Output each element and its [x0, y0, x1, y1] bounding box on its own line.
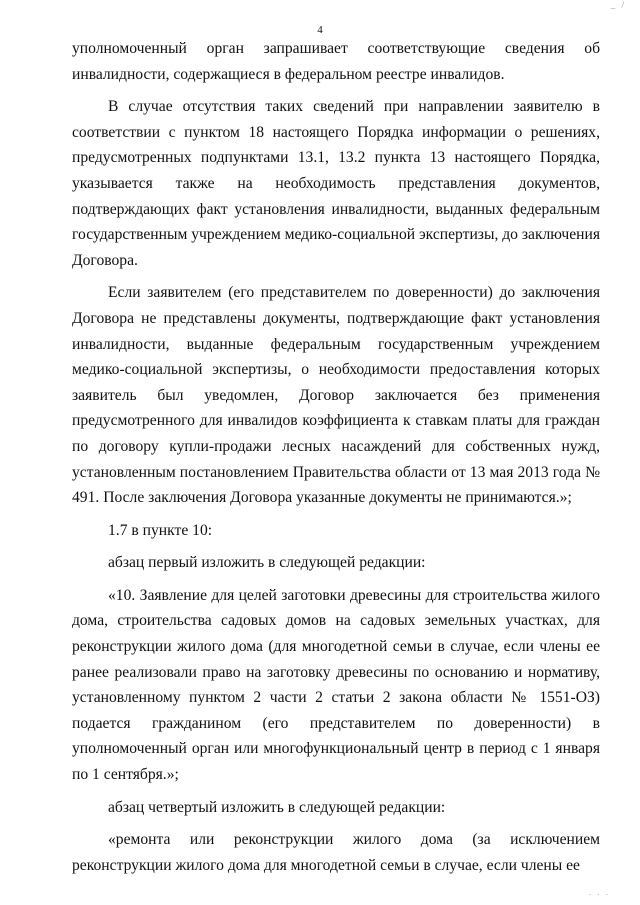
paragraph-repair-clause: «ремонта или реконструкции жилого дома (за исключением реконструкции жилого дома для многодетной семьи в случае, если члены ее	[72, 831, 600, 874]
paragraph-item-1-7: 1.7 в пункте 10:	[108, 521, 213, 539]
corner-mark: _ /	[610, 0, 626, 10]
paragraph-continuation: уполномоченный орган запрашивает соответствующие сведения об инвалидности, содержащиеся в федеральном реестре инвалидов.	[72, 40, 600, 83]
bottom-mark: . . .	[588, 887, 610, 897]
paragraph-clause-10: «10. Заявление для целей заготовки древесины для строительства жилого дома, строительства садовых домов на садовых земельных участках, для реконструкции жилого дома (для многодетной семьи в случае, если члены ее ранее реализовали право на заготовку древесины по основанию и нормативу, установленному пунктом 2 части 2 статьи 2 закона области № 1551-ОЗ) подается гражданином (его представителем по доверенности) в уполномоченный орган или многофункциональный центр в период с 1 января по 1 сентября.»;	[72, 586, 600, 784]
paragraph-no-documents: Если заявителем (его представителем по доверенности) до заключения Договора не представлены документы, подтверждающие факт установления инвалидности, выданные федеральным государственным учреждением медико-социальной экспертизы, о необходимости предоставления которых заявитель был уведомлен, Договор заключается без применения предусмотренного для инвалидов коэффициента к ставкам платы для граждан по договору купли-продажи лесных насаждений для собственных нужд, установленным постановлением Правительства области от 13 мая 2013 года № 491. После заключения Договора указанные документы не принимаются.»;	[72, 284, 600, 507]
paragraph-first-abzac: абзац первый изложить в следующей редакции:	[108, 554, 426, 572]
document-body	[72, 36, 600, 878]
page-number: 4	[317, 24, 323, 36]
paragraph-fourth-abzac: абзац четвертый изложить в следующей редакции:	[108, 798, 446, 816]
paragraph-missing-info: В случае отсутствия таких сведений при направлении заявителю в соответствии с пунктом 18 настоящего Порядка информации о решениях, предусмотренных подпунктами 13.1, 13.2 пункта 13 настоящего Порядка, указывается также на необходимость представления документов, подтверждающих факт установления инвалидности, выданных федеральным государственным учреждением медико-социальной экспертизы, до заключения Договора.	[72, 98, 600, 269]
